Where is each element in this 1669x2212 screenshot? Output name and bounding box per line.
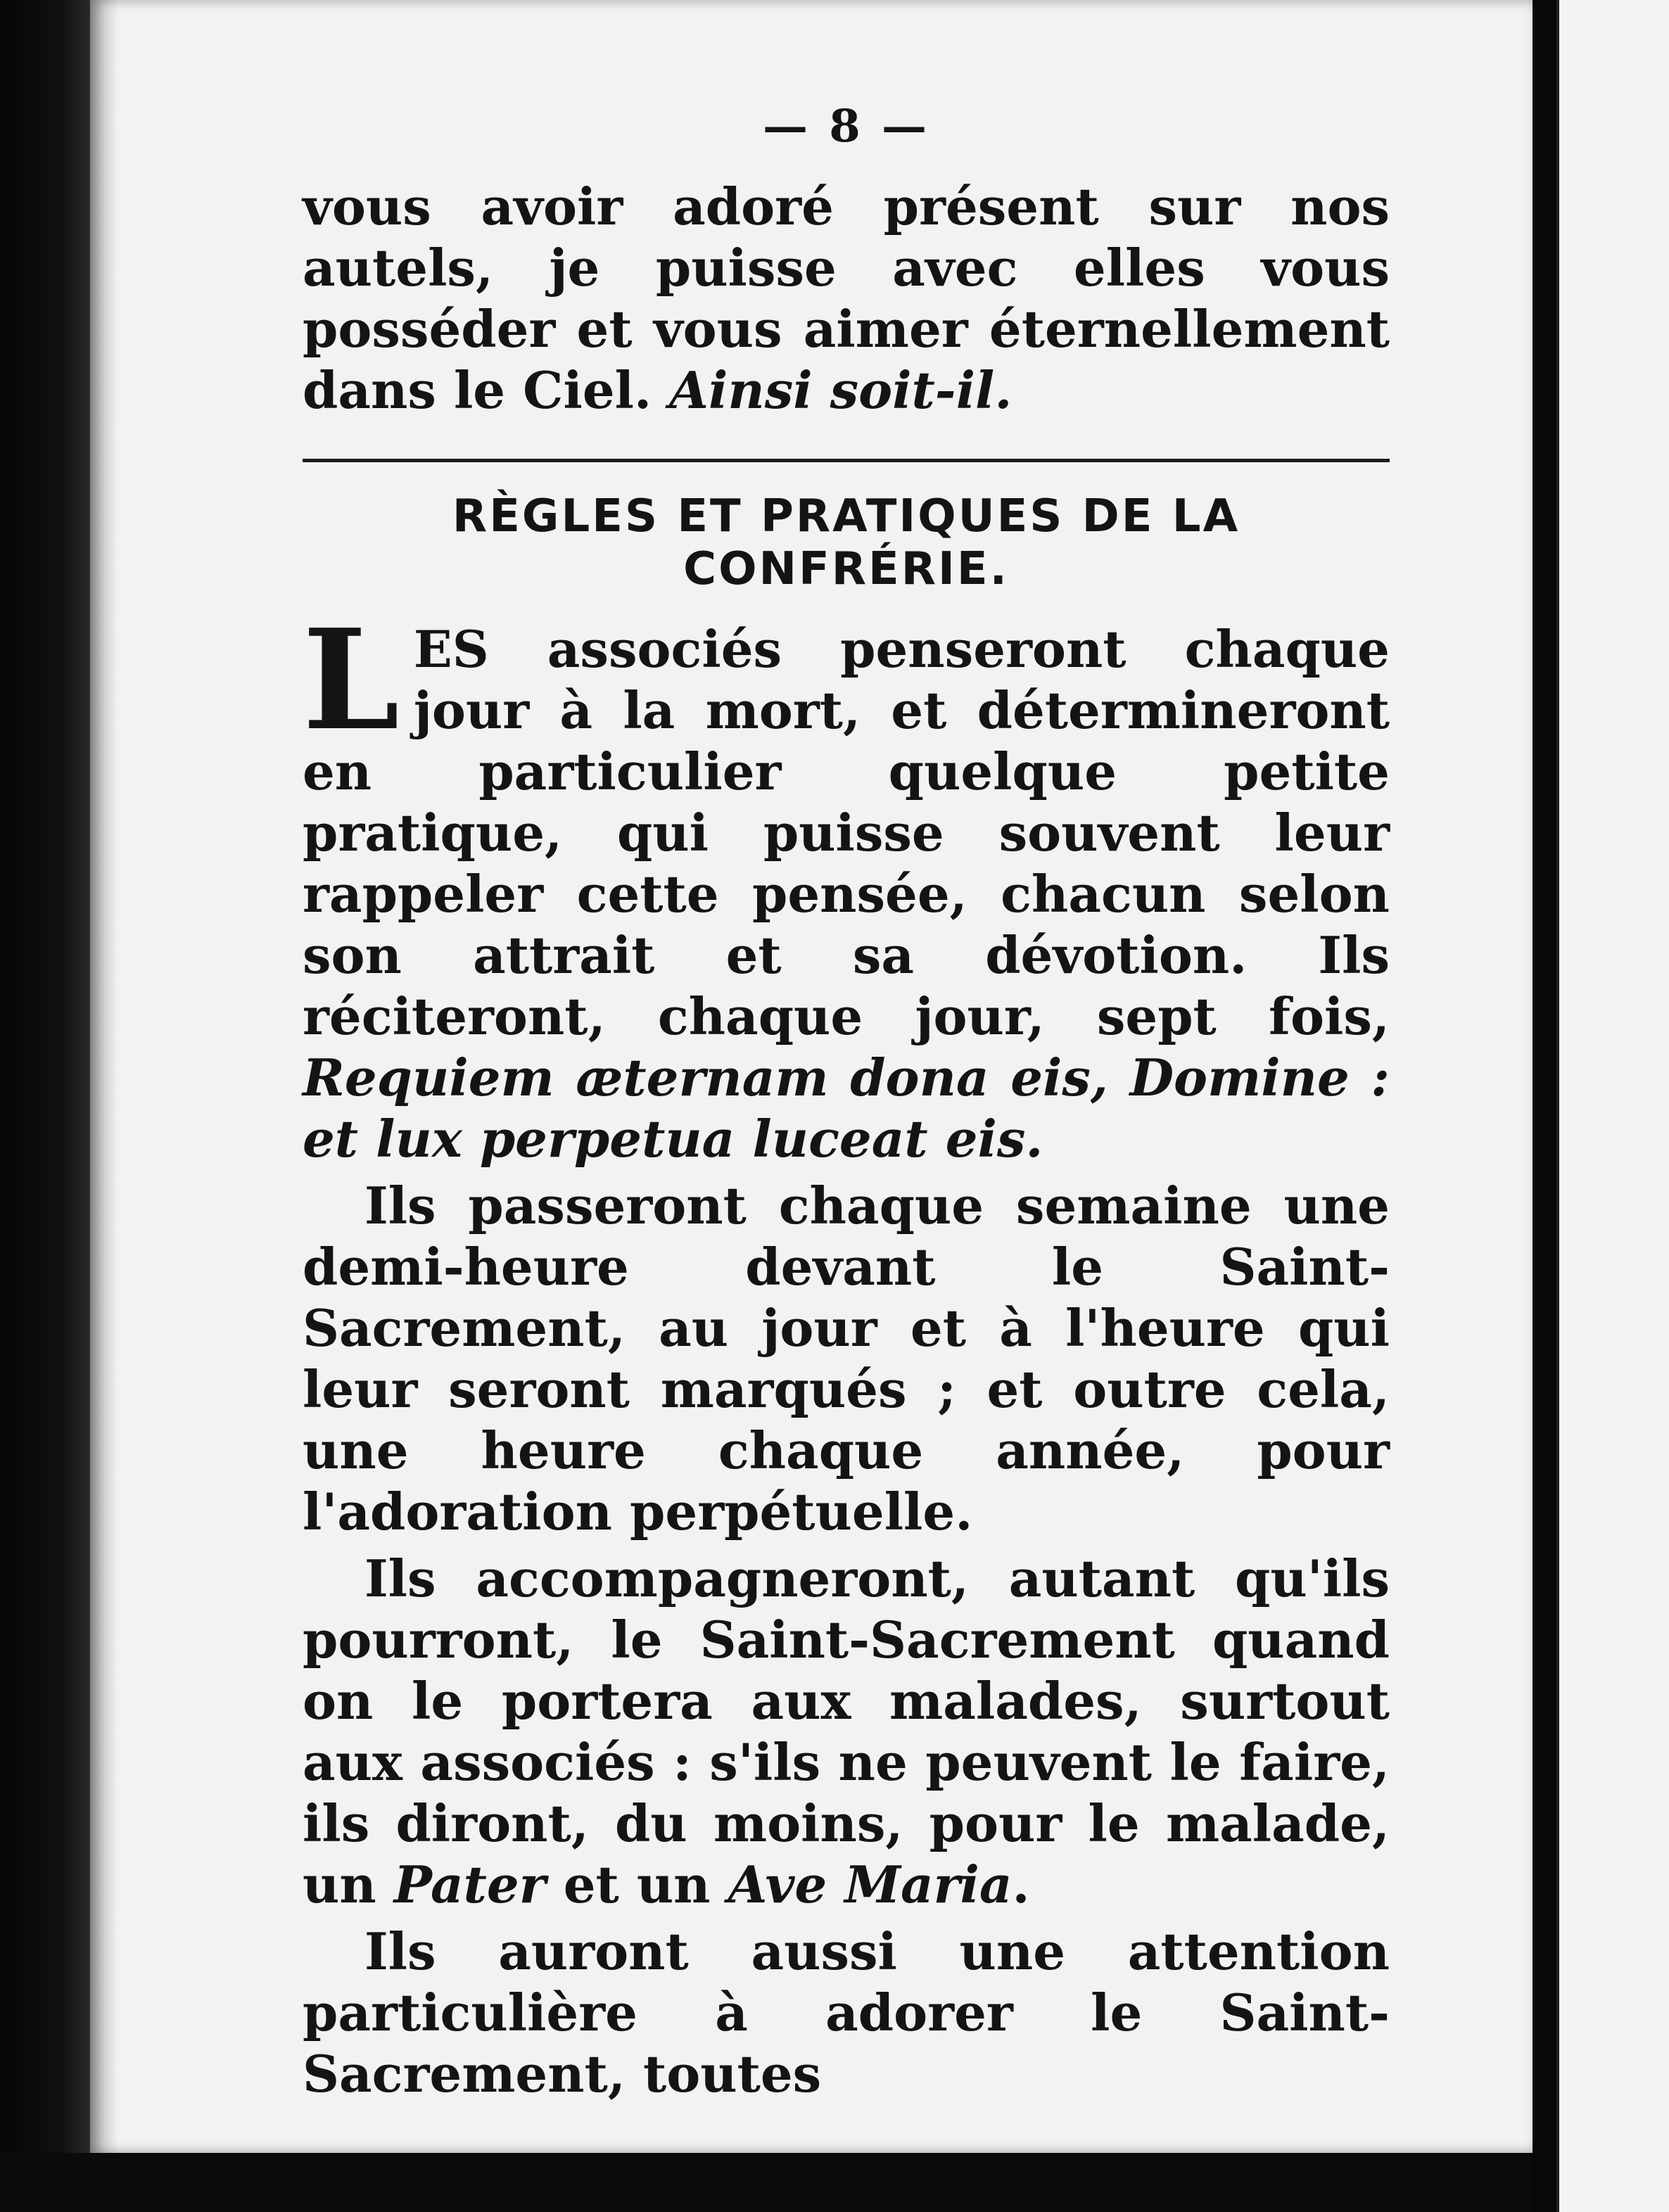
paragraph-2: Ils passeront chaque semaine une demi-heure devant le Saint-Sacrement, au jour et à l'heure qui leur seront marqués ; et outre cela, une heure chaque année, pour l'adoration perpétuelle. <box>303 1176 1390 1542</box>
paragraph-4: Ils auront aussi une attention particulière à adorer le Saint-Sacrement, toutes <box>303 1921 1390 2104</box>
page-number: — 8 — <box>762 100 930 153</box>
book-gutter <box>1532 0 1556 2212</box>
ave-maria-words: Ave Maria <box>728 1855 1013 1914</box>
section-title: RÈGLES ET PRATIQUES DE LA CONFRÉRIE. <box>452 490 1240 595</box>
pater-word: Pater <box>393 1855 546 1914</box>
book-spine-shadow <box>0 0 90 2212</box>
paragraph-1 <box>303 599 1390 1169</box>
drop-cap: L <box>303 599 400 761</box>
page-content <box>303 91 1390 2104</box>
continued-text: vous avoir adoré présent sur nos autels, je puisse avec elles vous posséder et vous aimer éternellement dans le Ciel. <box>303 177 1390 420</box>
paragraph-1-text: ES associés penseront chaque jour à la mort, et détermineront en particulier quelque petite pratique, qui puisse souvent leur rappeler cette pensée, chacun selon son attrait et sa dévotion. Ils réciteront, chaque jour, sept fois, <box>303 619 1390 1046</box>
facing-page-edge <box>1556 0 1669 2212</box>
page-bottom-shadow <box>0 2153 1532 2212</box>
paragraph-3-text-c: . <box>1012 1855 1030 1914</box>
page-fold-shadow <box>90 0 118 2153</box>
paragraph-3-text-b: et un <box>545 1855 728 1914</box>
paragraph-3 <box>303 1548 1390 1915</box>
paragraph-3-text-a: Ils accompagneront, autant qu'ils pourront, le Saint-Sacrement quand on le portera aux malades, surtout aux associés : s'ils ne peuvent le faire, ils diront, du moins, pour le malade, un <box>303 1549 1390 1914</box>
closing-formula: Ainsi soit-il. <box>669 360 1013 420</box>
section-rule <box>303 459 1390 462</box>
continued-paragraph <box>303 176 1390 421</box>
latin-prayer: Requiem æternam dona eis, Domine : et lux perpetua luceat eis. <box>303 1048 1390 1169</box>
